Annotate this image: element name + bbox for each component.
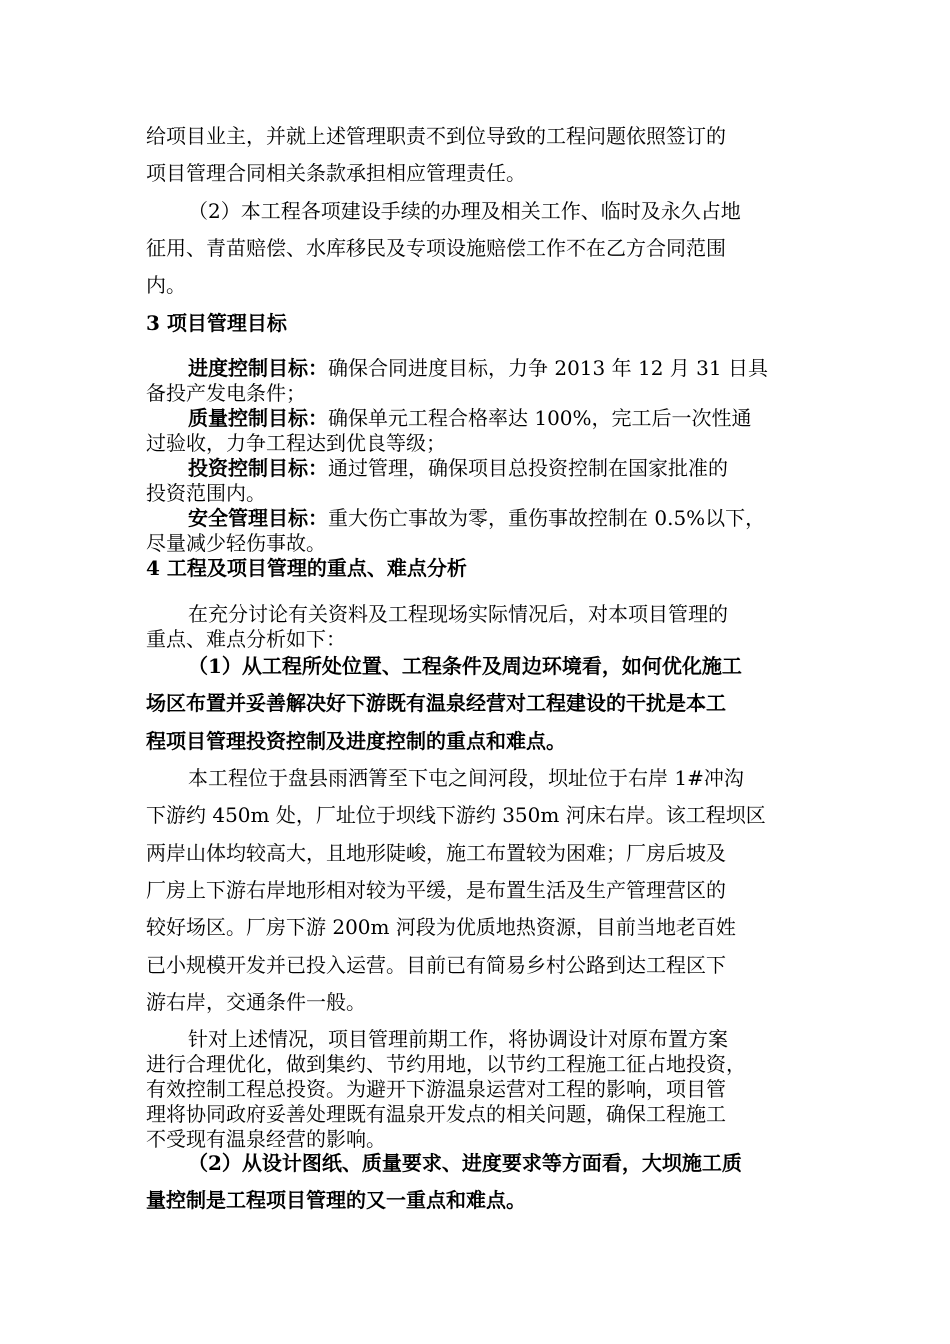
text-line: 有效控制工程总投资。为避开下游温泉运营对工程的影响，项目管	[146, 1077, 726, 1101]
text-line: 备投产发电条件；	[146, 381, 306, 405]
goal-text: 确保合同进度目标，力争 2013 年 12 月 31 日具	[328, 356, 768, 380]
text-line: 项目管理合同相关条款承担相应管理责任。	[146, 161, 526, 185]
text-line: 理将协同政府妥善处理既有温泉开发点的相关问题，确保工程施工	[146, 1102, 726, 1126]
text-line: 下游约 450m 处，厂址位于坝线下游约 350m 河床右岸。该工程坝区	[146, 803, 766, 827]
text-line: 两岸山体均较高大，且地形陡峻，施工布置较为困难；厂房后坡及	[146, 841, 726, 865]
goal-text: 通过管理，确保项目总投资控制在国家批准的	[328, 456, 728, 480]
text-line: 在充分讨论有关资料及工程现场实际情况后，对本项目管理的	[188, 602, 728, 626]
bold-line: 程项目管理投资控制及进度控制的重点和难点。	[146, 729, 566, 753]
text-line: 不受现有温泉经营的影响。	[146, 1127, 386, 1151]
text-line: 征用、青苗赔偿、水库移民及专项设施赔偿工作不在乙方合同范围	[146, 236, 726, 260]
bold-line: 量控制是工程项目管理的又一重点和难点。	[146, 1188, 526, 1212]
section-heading: 4 工程及项目管理的重点、难点分析	[146, 556, 467, 580]
text-line: （2）本工程各项建设手续的办理及相关工作、临时及永久占地	[188, 199, 741, 223]
text-line: 尽量减少轻伤事故。	[146, 531, 326, 555]
goal-line	[188, 456, 816, 480]
goal-line	[188, 356, 816, 380]
text-line: 厂房上下游右岸地形相对较为平缓，是布置生活及生产管理营区的	[146, 878, 726, 902]
bold-line: （2）从设计图纸、质量要求、进度要求等方面看，大坝施工质	[188, 1151, 742, 1175]
goal-label: 进度控制目标：	[188, 356, 328, 380]
goal-text: 重大伤亡事故为零，重伤事故控制在 0.5%以下，	[328, 506, 766, 530]
goal-text: 确保单元工程合格率达 100%，完工后一次性通	[328, 406, 752, 430]
text-line: 过验收，力争工程达到优良等级；	[146, 431, 446, 455]
section-heading: 3 项目管理目标	[146, 311, 287, 335]
goal-label: 投资控制目标：	[188, 456, 328, 480]
text-line: 重点、难点分析如下：	[146, 627, 346, 651]
goal-line	[188, 506, 816, 530]
text-line: 游右岸，交通条件一般。	[146, 990, 366, 1014]
bold-line: 场区布置并妥善解决好下游既有温泉经营对工程建设的干扰是本工	[146, 691, 726, 715]
text-line: 进行合理优化，做到集约、节约用地，以节约工程施工征占地投资，	[146, 1052, 746, 1076]
goal-line	[188, 406, 816, 430]
goal-label: 质量控制目标：	[188, 406, 328, 430]
text-line: 已小规模开发并已投入运营。目前已有简易乡村公路到达工程区下	[146, 953, 726, 977]
text-line: 内。	[146, 273, 186, 297]
goal-label: 安全管理目标：	[188, 506, 328, 530]
text-line: 针对上述情况，项目管理前期工作，将协调设计对原布置方案	[188, 1027, 728, 1051]
text-line: 给项目业主，并就上述管理职责不到位导致的工程问题依照签订的	[146, 124, 726, 148]
bold-line: （1）从工程所处位置、工程条件及周边环境看，如何优化施工	[188, 654, 742, 678]
text-line: 较好场区。厂房下游 200m 河段为优质地热资源，目前当地老百姓	[146, 915, 736, 939]
text-line: 本工程位于盘县雨洒箐至下屯之间河段，坝址位于右岸 1#冲沟	[188, 766, 744, 790]
text-line: 投资范围内。	[146, 481, 266, 505]
